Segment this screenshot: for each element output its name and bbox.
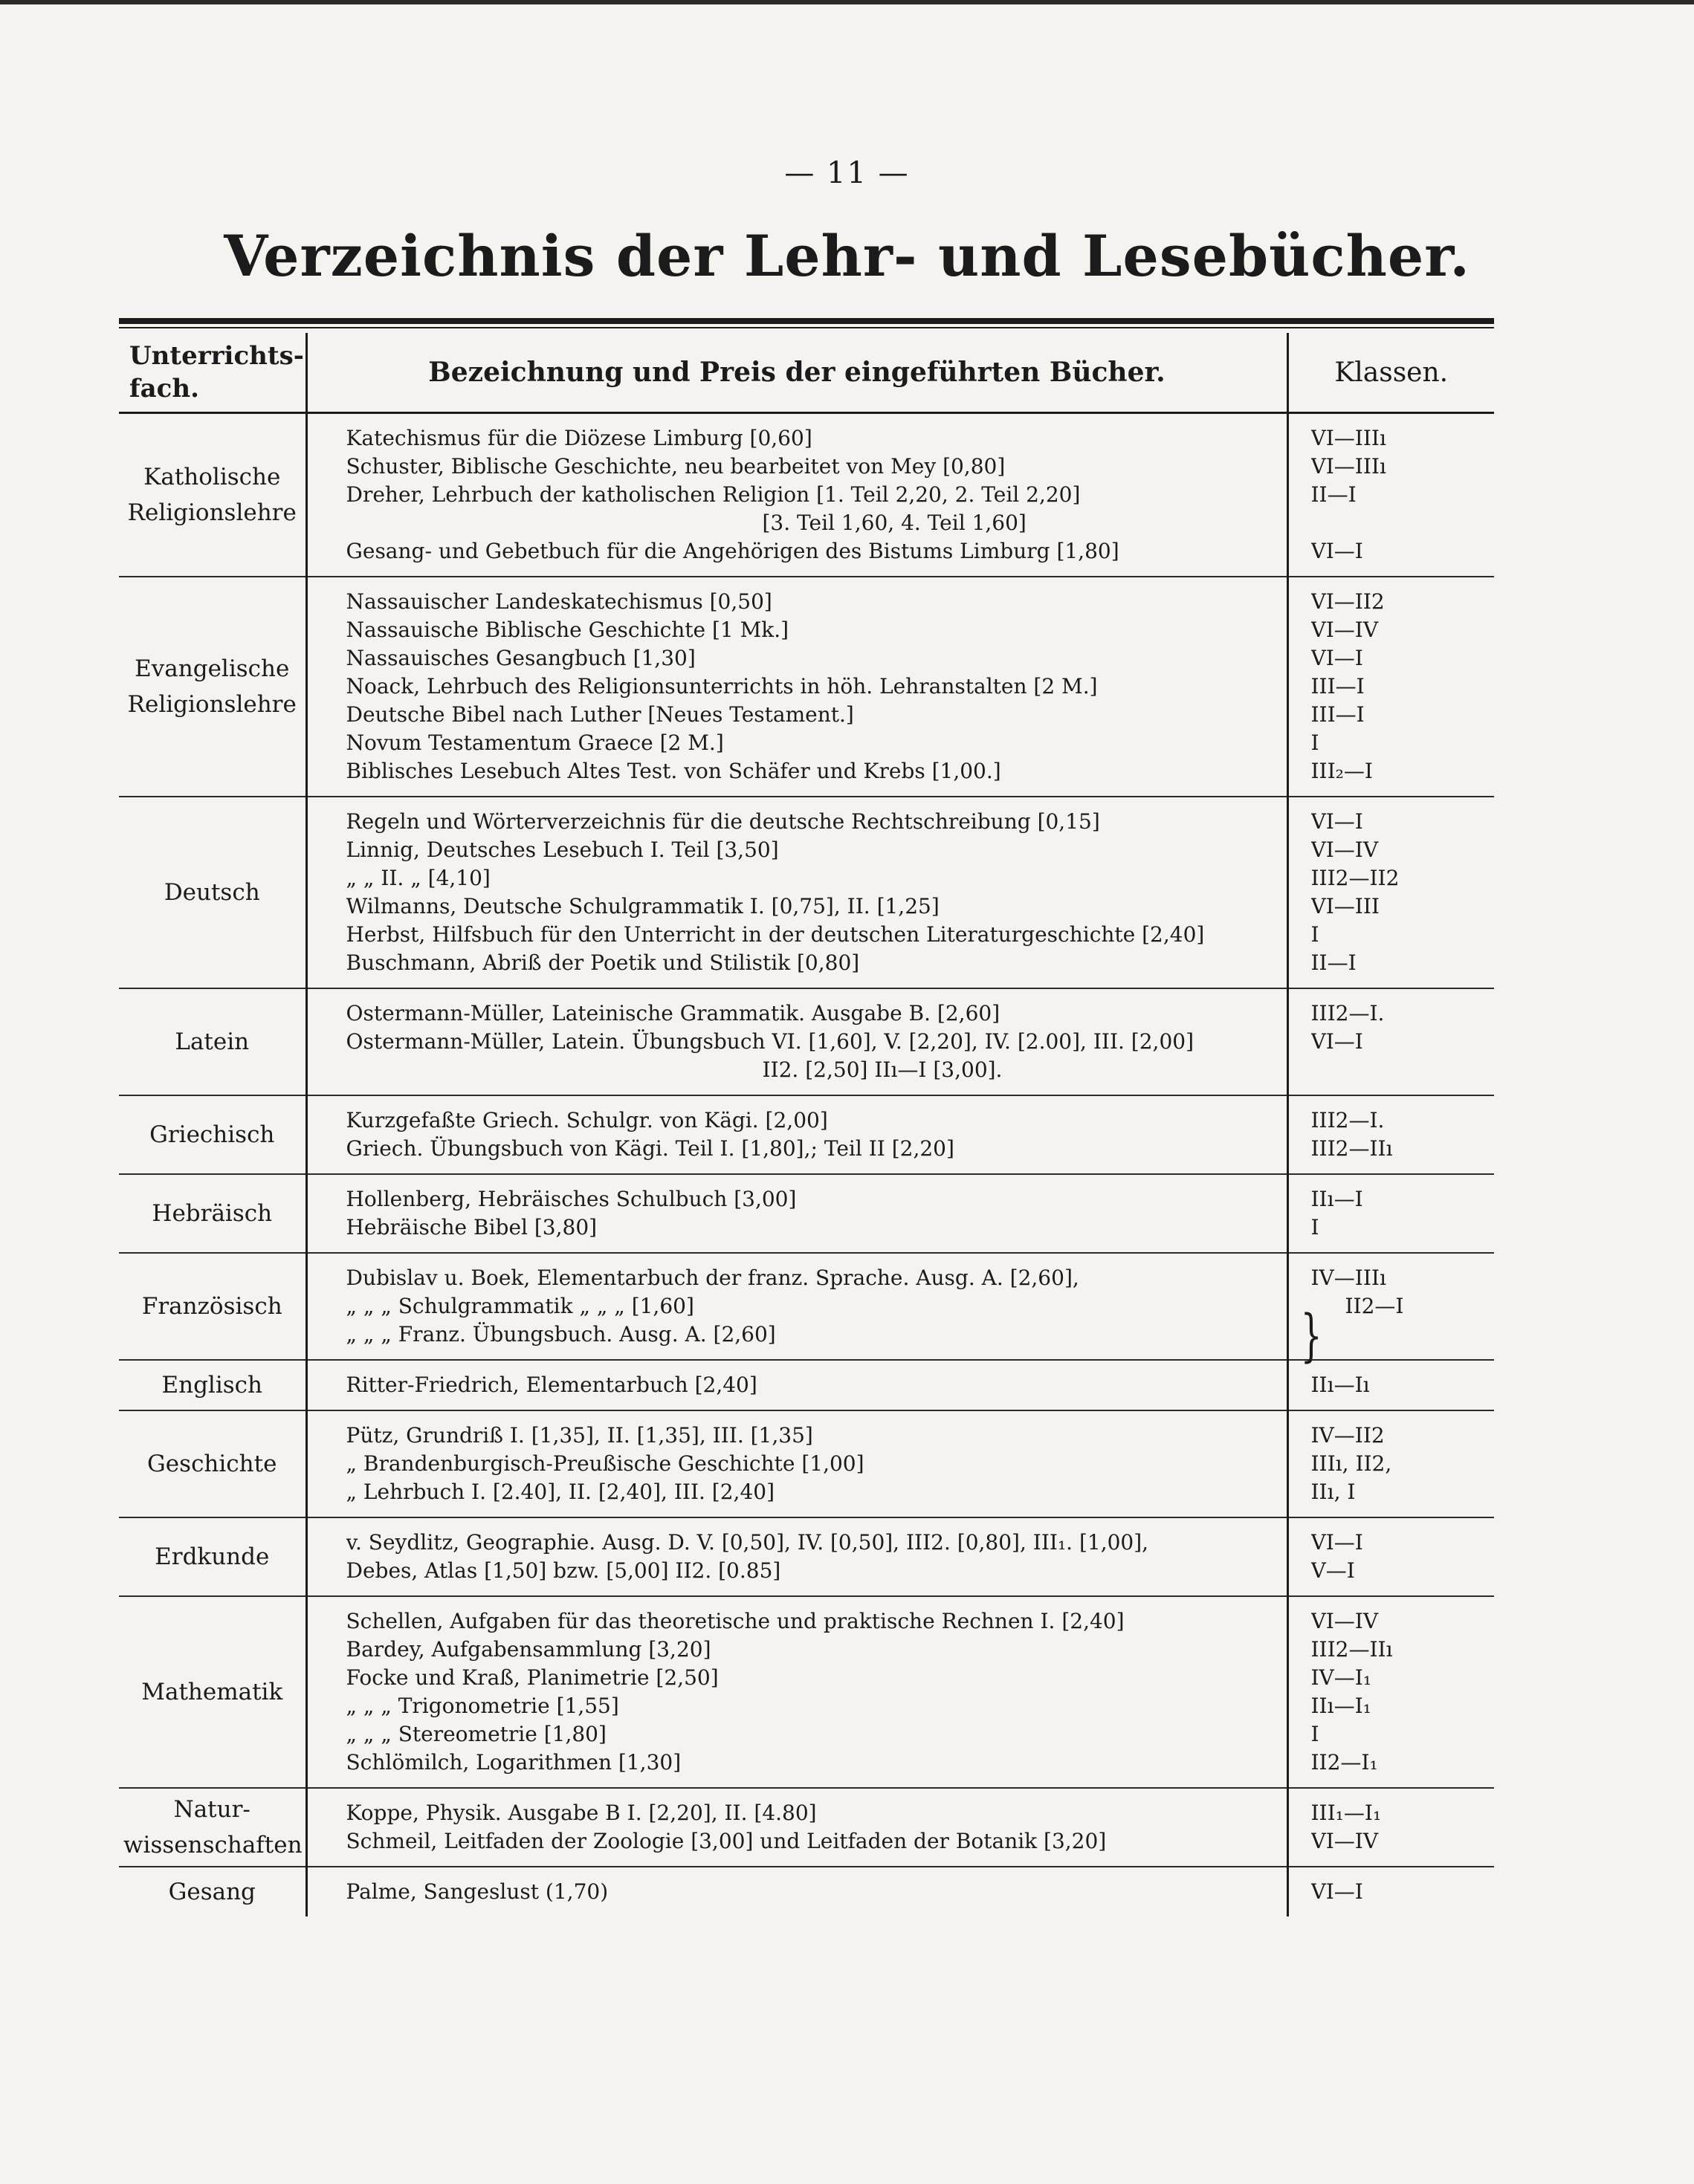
books-cell <box>306 1867 1287 1916</box>
table-row <box>119 1517 1494 1596</box>
book-entry: Deutsche Bibel nach Luther [Neues Testament.] <box>346 702 854 727</box>
class-range: II2—I₁ <box>1310 1750 1378 1775</box>
book-entry: Buschmann, Abriß der Poetik und Stilistik [0,80] <box>346 950 860 975</box>
table-row <box>119 1867 1494 1916</box>
book-entry: Nassauische Biblische Geschichte [1 Mk.] <box>346 618 789 642</box>
book-entry: Wilmanns, Deutsche Schulgrammatik I. [0,75], II. [1,25] <box>346 894 940 918</box>
class-range <box>1311 1321 1495 1349</box>
class-range: III2—I. <box>1310 1108 1385 1132</box>
page-top-border <box>0 0 1694 4</box>
classes-cell <box>1287 1410 1494 1517</box>
class-range: I <box>1310 1722 1319 1746</box>
book-entry: Bardey, Aufgabensammlung [3,20] <box>346 1637 711 1662</box>
subject-label: Deutsch <box>164 879 260 906</box>
subject-cell <box>119 1253 306 1360</box>
class-range: III2—IIı <box>1310 1136 1393 1161</box>
subject-label: Gesang <box>168 1879 256 1905</box>
books-cell <box>306 1788 1287 1867</box>
subject-cell <box>119 1517 306 1596</box>
class-range: VI—IV <box>1310 618 1379 642</box>
brace-glyph: } <box>1300 1302 1322 1368</box>
book-entry: Schmeil, Leitfaden der Zoologie [3,00] und Leitfaden der Botanik [3,20] <box>346 1829 1107 1853</box>
subject-cell <box>119 1788 306 1867</box>
class-range: VI—I <box>1310 1029 1363 1054</box>
table-header-row <box>119 333 1494 413</box>
class-range: I <box>1310 1215 1319 1240</box>
class-range: III₁—I₁ <box>1310 1801 1382 1825</box>
book-entry: Dreher, Lehrbuch der katholischen Religion [1. Teil 2,20, 2. Teil 2,20] <box>346 482 1081 507</box>
subject-label: Natur- <box>173 1796 250 1823</box>
textbook-table <box>119 333 1494 1916</box>
class-range: IIı, I <box>1310 1480 1356 1504</box>
classes-cell <box>1287 1596 1494 1788</box>
books-cell <box>306 577 1287 797</box>
book-entry: Schellen, Aufgaben für das theoretische und praktische Rechnen I. [2,40] <box>346 1609 1125 1633</box>
class-range: I <box>1310 730 1319 755</box>
books-cell <box>306 1596 1287 1788</box>
subject-label: Geschichte <box>147 1451 277 1477</box>
book-entry: „ „ „ Trigonometrie [1,55] <box>346 1694 619 1718</box>
book-entry: „ Brandenburgisch-Preußische Geschichte [1,00] <box>346 1451 864 1476</box>
class-range: III—I <box>1310 702 1365 727</box>
table-row <box>119 1596 1494 1788</box>
class-range: VI—I <box>1310 1879 1363 1904</box>
books-cell <box>306 1360 1287 1410</box>
books-cell <box>306 1253 1287 1360</box>
classes-cell <box>1287 1517 1494 1596</box>
subject-cell <box>119 988 306 1095</box>
subject-cell <box>119 1596 306 1788</box>
book-entry: Novum Testamentum Graece [2 M.] <box>346 730 724 755</box>
class-range: I <box>1310 922 1319 947</box>
book-entry: Ostermann-Müller, Lateinische Grammatik. Ausgabe B. [2,60] <box>346 1001 1000 1025</box>
book-entry: Biblisches Lesebuch Altes Test. von Schäfer und Krebs [1,00.] <box>346 759 1001 783</box>
books-cell <box>306 1517 1287 1596</box>
class-range: VI—I <box>1310 539 1363 563</box>
book-entry: Hebräische Bibel [3,80] <box>346 1215 598 1240</box>
subject-cell <box>119 413 306 577</box>
class-range: IIı—Iı <box>1310 1373 1370 1397</box>
book-entry: Koppe, Physik. Ausgabe B I. [2,20], II. [4.80] <box>346 1801 817 1825</box>
book-entry: Dubislav u. Boek, Elementarbuch der franz. Sprache. Ausg. A. [2,60], <box>346 1266 1079 1290</box>
class-range: V—I <box>1310 1558 1355 1583</box>
book-entry: Gesang- und Gebetbuch für die Angehörigen des Bistums Limburg [1,80] <box>346 539 1119 563</box>
classes-cell <box>1287 1867 1494 1916</box>
class-range: II—I <box>1310 950 1357 975</box>
subject-cell <box>119 1410 306 1517</box>
class-range: IV—I₁ <box>1310 1665 1372 1690</box>
class-range: VI—IV <box>1310 1829 1379 1853</box>
page-title: Verzeichnis der Lehr- und Lesebücher. <box>224 223 1470 289</box>
class-range <box>1311 509 1495 537</box>
classes-cell <box>1287 1788 1494 1867</box>
book-entry: Debes, Atlas [1,50] bzw. [5,00] II2. [0.85] <box>346 1558 781 1583</box>
books-cell <box>306 1095 1287 1174</box>
book-entry: Regeln und Wörterverzeichnis für die deutsche Rechtschreibung [0,15] <box>346 809 1100 834</box>
classes-cell <box>1287 797 1494 988</box>
class-range: VI—III <box>1310 894 1380 918</box>
table-row <box>119 1174 1494 1253</box>
books-cell <box>306 413 1287 577</box>
book-entry: Pütz, Grundriß I. [1,35], II. [1,35], III. [1,35] <box>346 1423 813 1448</box>
subject-label: Erdkunde <box>155 1543 270 1570</box>
book-entry: Nassauisches Gesangbuch [1,30] <box>346 646 696 670</box>
table-row <box>119 1788 1494 1867</box>
subject-cell <box>119 1360 306 1410</box>
book-entry: „ „ „ Schulgrammatik „ „ „ [1,60] <box>346 1294 694 1318</box>
class-range: VI—IIIı <box>1310 454 1386 479</box>
classes-cell <box>1287 413 1494 577</box>
class-range: VI—I <box>1310 809 1363 834</box>
book-entry: Griech. Übungsbuch von Kägi. Teil I. [1,80],; Teil II [2,20] <box>346 1136 954 1161</box>
subject-cell <box>119 577 306 797</box>
class-range: III₂—I <box>1310 759 1373 783</box>
book-entry: Hollenberg, Hebräisches Schulbuch [3,00] <box>346 1187 797 1211</box>
class-range: IIı—I₁ <box>1310 1694 1371 1718</box>
title-rule-thin <box>119 327 1494 328</box>
book-entry: Kurzgefaßte Griech. Schulgr. von Kägi. [2,00] <box>346 1108 828 1132</box>
class-range: VI—II2 <box>1310 589 1385 614</box>
book-entry: II2. [2,50] IIı—I [3,00]. <box>762 1057 1003 1082</box>
subject-label: Religionslehre <box>127 691 297 718</box>
table-row <box>119 577 1494 797</box>
book-entry: Noack, Lehrbuch des Religionsunterrichts in höh. Lehranstalten [2 M.] <box>346 674 1098 699</box>
books-cell <box>306 797 1287 988</box>
class-range: III2—IIı <box>1310 1637 1393 1662</box>
subject-label: Katholische <box>143 464 281 490</box>
book-entry: Schlömilch, Logarithmen [1,30] <box>346 1750 682 1775</box>
class-range: VI—I <box>1310 646 1363 670</box>
class-range: IV—IIIı <box>1310 1266 1386 1290</box>
class-range: II2—I <box>1345 1294 1404 1318</box>
subject-cell <box>119 1095 306 1174</box>
class-range: III2—II2 <box>1310 866 1400 890</box>
book-entry: „ „ „ Stereometrie [1,80] <box>346 1722 607 1746</box>
books-cell <box>306 1410 1287 1517</box>
class-range: III2—I. <box>1310 1001 1385 1025</box>
class-range <box>1311 1056 1495 1084</box>
subject-label: Hebräisch <box>152 1200 273 1227</box>
books-cell <box>306 988 1287 1095</box>
books-cell <box>306 1174 1287 1253</box>
book-entry: Nassauischer Landeskatechismus [0,50] <box>346 589 772 614</box>
book-entry: „ Lehrbuch I. [2.40], II. [2,40], III. [2,40] <box>346 1480 775 1504</box>
class-range: VI—IV <box>1310 1609 1379 1633</box>
book-entry: „ „ „ Franz. Übungsbuch. Ausg. A. [2,60] <box>346 1322 776 1347</box>
book-entry: Palme, Sangeslust (1,70) <box>346 1879 609 1904</box>
subject-label: wissenschaften <box>123 1832 303 1859</box>
book-entry: Focke und Kraß, Planimetrie [2,50] <box>346 1665 719 1690</box>
subject-cell <box>119 1174 306 1253</box>
book-entry: „ „ II. „ [4,10] <box>346 866 491 890</box>
header-subject <box>119 333 306 413</box>
subject-label: Französisch <box>141 1293 282 1320</box>
class-range: II—I <box>1310 482 1357 507</box>
table-row <box>119 1360 1494 1410</box>
table-row <box>119 1095 1494 1174</box>
classes-cell <box>1287 988 1494 1095</box>
header-classes: Klassen. <box>1287 333 1494 413</box>
class-range: IIIı, II2, <box>1310 1451 1392 1476</box>
class-range: IV—II2 <box>1310 1423 1385 1448</box>
book-entry: Ostermann-Müller, Latein. Übungsbuch VI. [1,60], V. [2,20], IV. [2.00], III. [2,00] <box>346 1029 1194 1054</box>
classes-cell <box>1287 577 1494 797</box>
class-range: IIı—I <box>1310 1187 1363 1211</box>
book-entry: [3. Teil 1,60, 4. Teil 1,60] <box>762 511 1027 535</box>
book-entry: Herbst, Hilfsbuch für den Unterricht in der deutschen Literaturgeschichte [2,40] <box>346 922 1205 947</box>
classes-cell <box>1287 1095 1494 1174</box>
subject-label: Evangelische <box>135 655 290 682</box>
table-row <box>119 797 1494 988</box>
class-range: VI—IV <box>1310 837 1379 862</box>
class-range: VI—IIIı <box>1310 426 1386 450</box>
table-row <box>119 1410 1494 1517</box>
subject-cell <box>119 797 306 988</box>
header-books: Bezeichnung und Preis der eingeführten Bücher. <box>306 333 1287 413</box>
table-row <box>119 413 1494 577</box>
subject-label: Latein <box>175 1028 250 1055</box>
header-subject-line2: fach. <box>129 374 199 404</box>
table-row <box>119 1253 1494 1360</box>
classes-cell <box>1287 1253 1494 1368</box>
header-subject-line1: Unterrichts- <box>129 341 304 371</box>
classes-cell <box>1287 1174 1494 1253</box>
book-entry: Katechismus für die Diözese Limburg [0,60] <box>346 426 812 450</box>
title-rule-thick <box>119 318 1494 324</box>
page-number: — 11 — <box>784 156 910 190</box>
subject-label: Religionslehre <box>127 499 297 526</box>
book-entry: Linnig, Deutsches Lesebuch I. Teil [3,50] <box>346 837 779 862</box>
book-entry: v. Seydlitz, Geographie. Ausg. D. V. [0,50], IV. [0,50], III2. [0,80], III₁. [1,00], <box>346 1530 1149 1555</box>
class-range: III—I <box>1310 674 1365 699</box>
subject-label: Mathematik <box>141 1679 283 1705</box>
subject-label: Griechisch <box>149 1121 275 1148</box>
table-body <box>119 413 1494 1917</box>
book-entry: Ritter-Friedrich, Elementarbuch [2,40] <box>346 1373 757 1397</box>
class-range: VI—I <box>1310 1530 1363 1555</box>
subject-label: Englisch <box>161 1372 262 1399</box>
book-entry: Schuster, Biblische Geschichte, neu bearbeitet von Mey [0,80] <box>346 454 1006 479</box>
subject-cell <box>119 1867 306 1916</box>
table-row <box>119 988 1494 1095</box>
